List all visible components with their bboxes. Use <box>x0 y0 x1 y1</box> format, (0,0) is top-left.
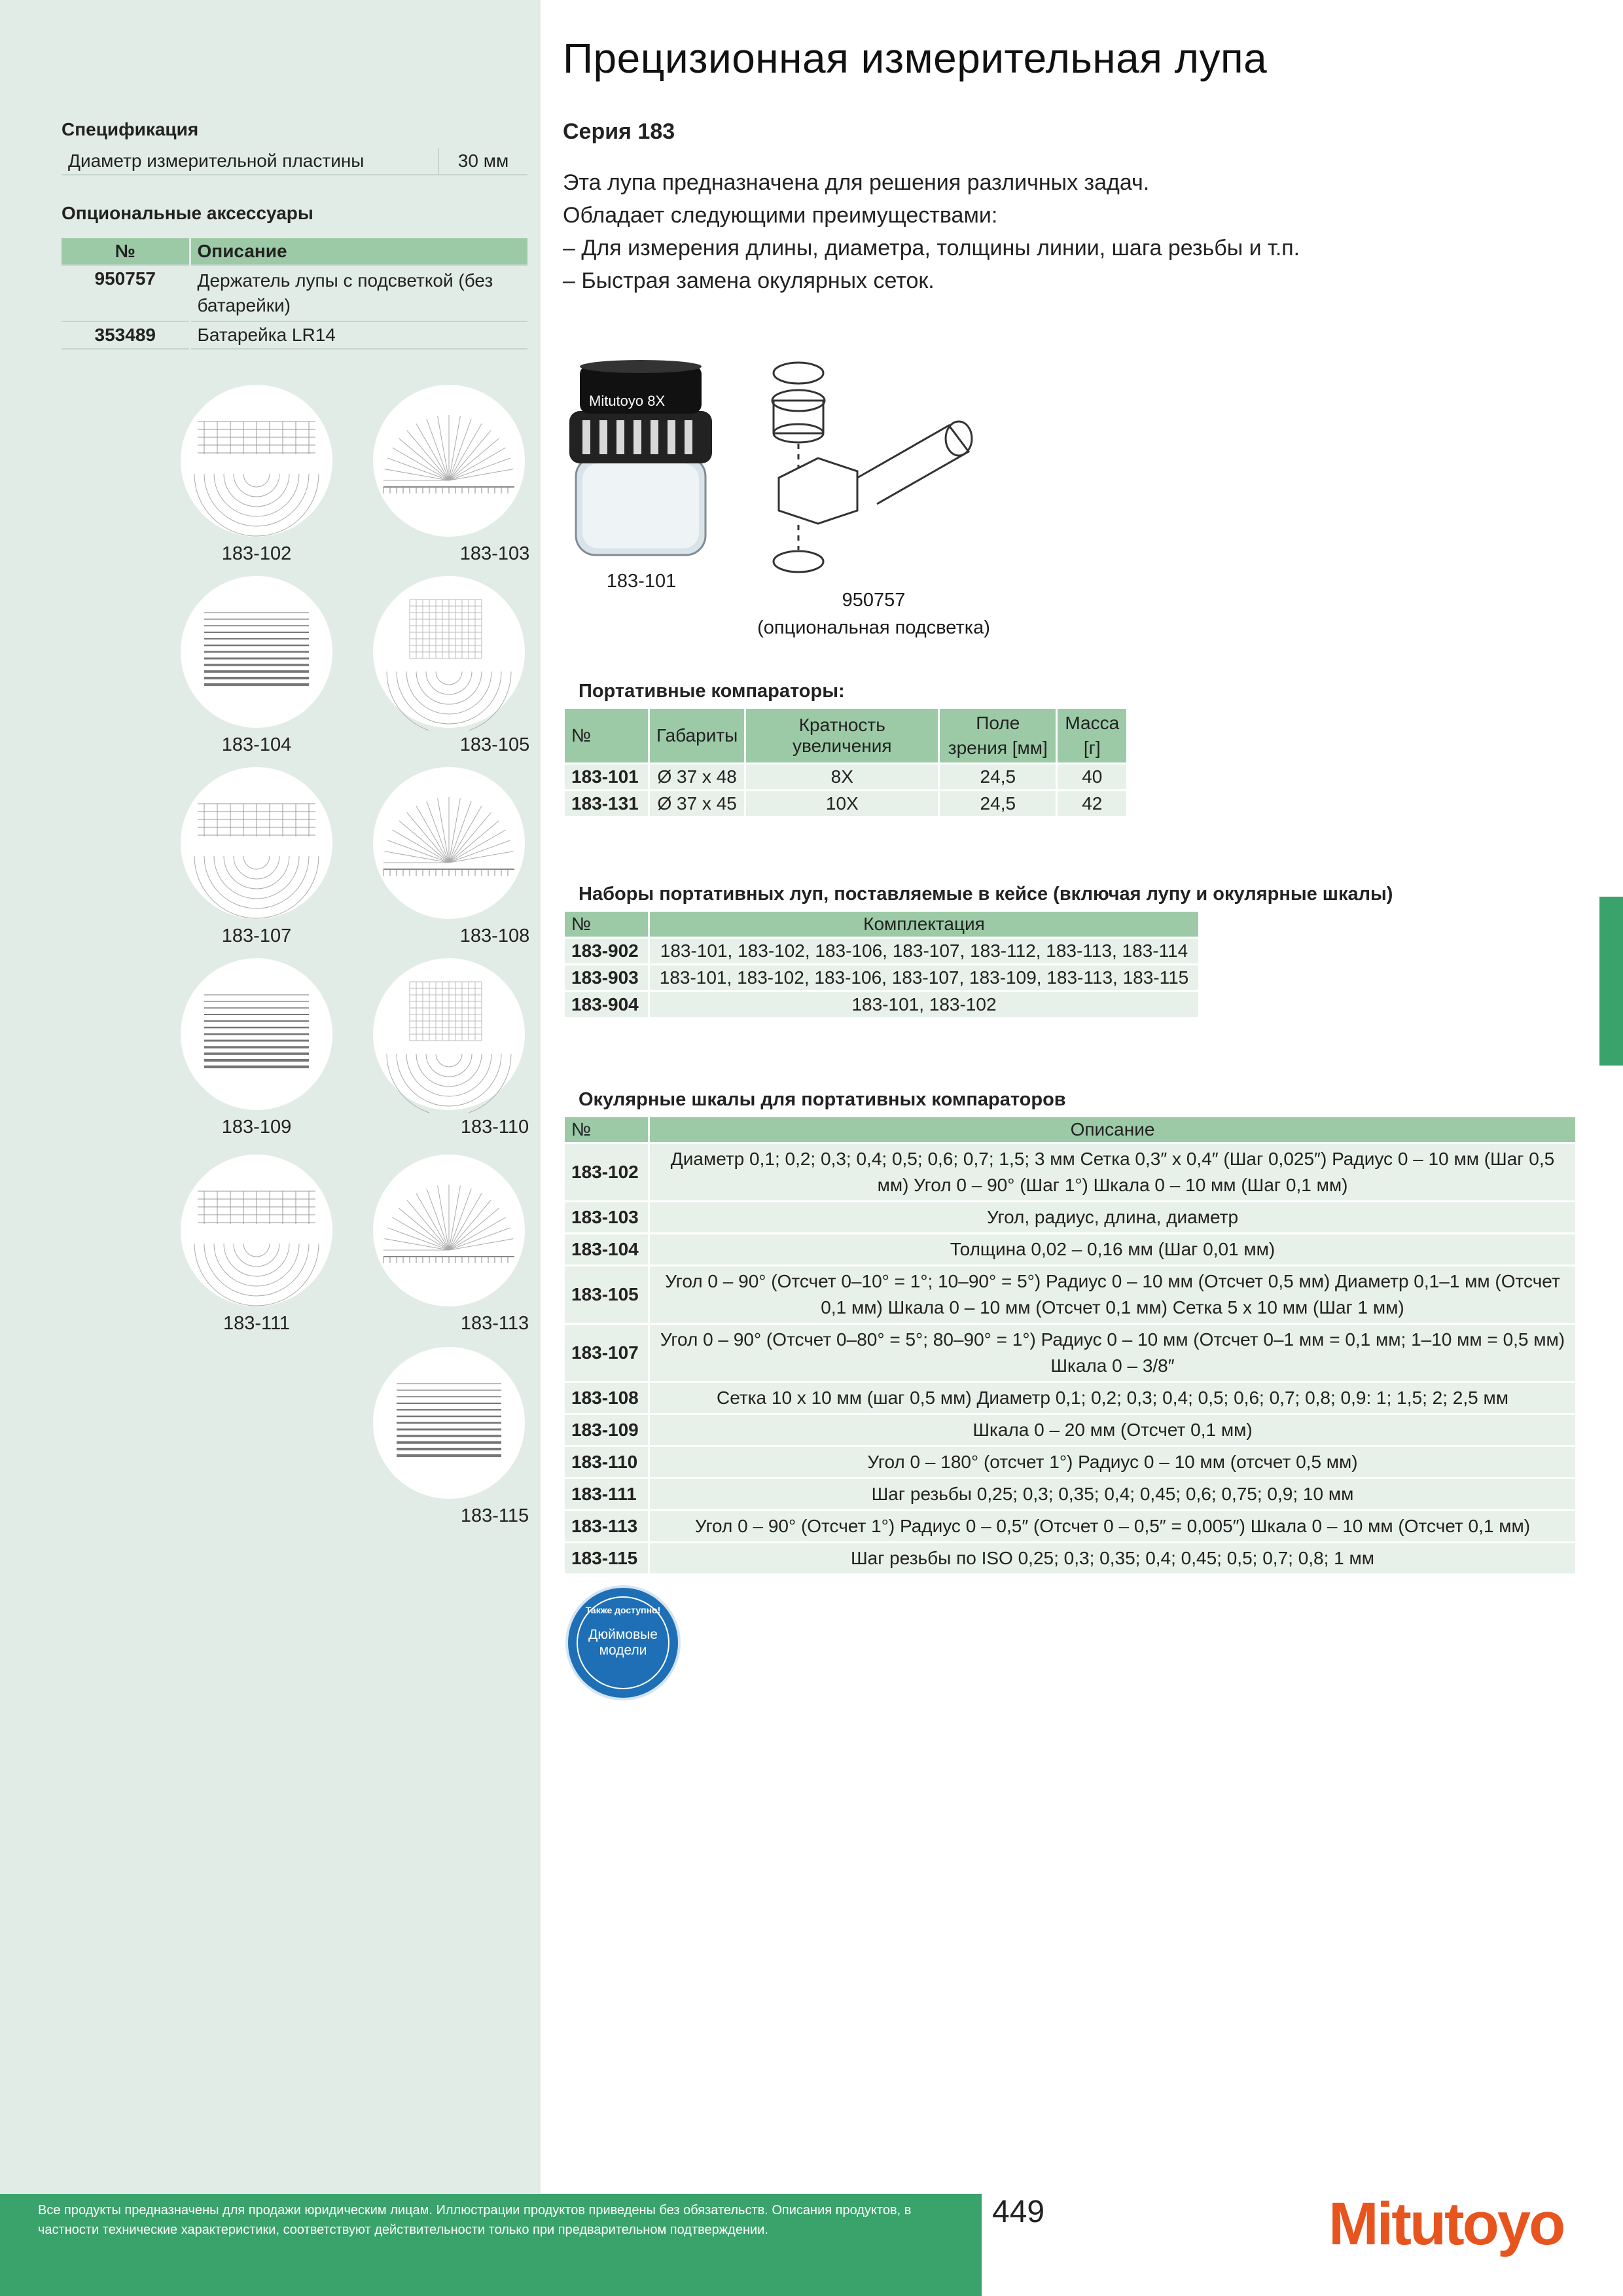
set-content: 183-101, 183-102, 183-106, 183-107, 183-109, 183-113, 183-115 <box>649 965 1200 992</box>
scales-heading: Окулярные шкалы для портативных компараторов <box>579 1089 1066 1110</box>
reticle-image <box>370 956 527 1113</box>
reticle-image <box>370 764 527 922</box>
light-text: (опциональная подсветка) <box>757 617 990 638</box>
reticle-caption: 183-108 <box>459 925 530 946</box>
intro-line: – Для измерения длины, диаметра, толщины линии, шага резьбы и т.п. <box>563 236 1300 260</box>
scale-description: Толщина 0,02 – 0,16 мм (Шаг 0,01 мм) <box>649 1234 1577 1266</box>
scale-description: Угол 0 – 90° (Отсчет 0–80° = 5°; 80–90° = 1°) Радиус 0 – 10 мм (Отсчет 0–1 мм = 0,1 мм; 1–10 мм = 0,5 мм) Шкала 0 – 3/8″ <box>649 1324 1577 1382</box>
item-mass: 42 <box>1057 791 1128 817</box>
column-header: Описание <box>649 1117 1577 1143</box>
item-code: 183-903 <box>564 965 649 992</box>
reticle-image <box>178 382 335 539</box>
table-row <box>564 1446 1577 1479</box>
item-code: 183-902 <box>564 938 649 965</box>
table-row <box>564 1324 1577 1382</box>
badge-text <box>564 1605 682 1659</box>
table-row <box>564 992 1200 1018</box>
reticle-caption: 183-110 <box>460 1117 529 1138</box>
item-code: 183-103 <box>564 1202 649 1234</box>
set-content: 183-101, 183-102 <box>649 992 1200 1018</box>
badge-line: Также доступно! <box>585 1605 661 1615</box>
badge-line: модели <box>599 1643 647 1658</box>
item-code: 183-904 <box>564 992 649 1018</box>
item-code: 183-113 <box>564 1511 649 1543</box>
table-header-row <box>564 1117 1577 1143</box>
comparators-heading: Портативные компараторы: <box>579 681 845 702</box>
reticle-image <box>370 573 527 730</box>
item-code: 183-105 <box>564 1266 649 1324</box>
item-desc: Батарейка LR14 <box>190 321 527 349</box>
options-table <box>62 238 527 350</box>
column-header: Габариты <box>649 708 745 764</box>
item-code: 183-131 <box>564 791 649 817</box>
section-tab <box>1599 897 1623 1066</box>
column-header: № <box>62 238 190 265</box>
table-row <box>62 265 527 321</box>
scale-description: Шкала 0 – 20 мм (Отсчет 0,1 мм) <box>649 1414 1577 1446</box>
series-label: Серия 183 <box>563 119 675 144</box>
column-header: Кратность увеличения <box>745 708 939 764</box>
magnifier-image <box>567 359 715 562</box>
item-code: 183-111 <box>564 1479 649 1511</box>
table-row <box>564 1479 1577 1511</box>
spec-label: Диаметр измерительной пластины <box>62 148 438 175</box>
reticle-caption: 183-103 <box>459 543 530 564</box>
table-row <box>564 938 1200 965</box>
intro-line: – Быстрая замена окулярных сеток. <box>563 268 935 293</box>
table-row <box>564 1511 1577 1543</box>
column-header: Описание <box>190 238 527 265</box>
scale-description: Угол 0 – 180° (отсчет 1°) Радиус 0 – 10 мм (отсчет 0,5 мм) <box>649 1446 1577 1479</box>
scale-description: Сетка 10 x 10 мм (шаг 0,5 мм) Диаметр 0,1; 0,2; 0,3; 0,4; 0,5; 0,6; 0,7; 0,8; 0,9: 1; 1,5; 2; 2,5 мм <box>649 1382 1577 1414</box>
reticle-image <box>178 956 335 1113</box>
table-header-row <box>62 238 527 265</box>
scale-description: Шаг резьбы по ISO 0,25; 0,3; 0,35; 0,4; 0,45; 0,5; 0,7; 0,8; 1 мм <box>649 1543 1577 1575</box>
item-code: 183-104 <box>564 1234 649 1266</box>
item-mass: 40 <box>1057 764 1128 791</box>
table-row <box>564 1143 1577 1202</box>
reticle-image <box>178 573 335 730</box>
light-caption <box>746 586 1001 641</box>
magnifier-caption: 183-101 <box>606 571 677 592</box>
column-header: Поле зрения [мм] <box>939 708 1057 764</box>
item-code: 353489 <box>62 321 190 349</box>
reticle-image <box>370 1152 527 1309</box>
table-row <box>564 965 1200 992</box>
sets-table <box>563 910 1200 1019</box>
table-row <box>564 1543 1577 1575</box>
reticle-caption: 183-107 <box>221 925 292 946</box>
item-code: 183-108 <box>564 1382 649 1414</box>
item-code: 183-107 <box>564 1324 649 1382</box>
options-heading: Опциональные аксессуары <box>62 203 313 223</box>
column-header: № <box>564 708 649 764</box>
scales-table <box>563 1115 1577 1575</box>
item-code: 183-115 <box>564 1543 649 1575</box>
item-code: 183-102 <box>564 1143 649 1202</box>
scale-description: Угол 0 – 90° (Отсчет 0–10° = 1°; 10–90° = 5°) Радиус 0 – 10 мм (Отсчет 0,5 мм) Диаметр 0,1–1 мм (Отсчет 0,1 мм) Шкала 0 – 10 мм (Отсчет 0,1 мм) Сетка 5 x 10 мм (Шаг 1 мм) <box>649 1266 1577 1324</box>
scale-description: Шаг резьбы 0,25; 0,3; 0,35; 0,4; 0,45; 0,6; 0,75; 0,9; 10 мм <box>649 1479 1577 1511</box>
table-row <box>564 1266 1577 1324</box>
item-code: 183-110 <box>564 1446 649 1479</box>
table-row <box>564 1234 1577 1266</box>
table-row <box>564 1382 1577 1414</box>
table-row <box>62 148 527 175</box>
intro-line: Эта лупа предназначена для решения различных задач. <box>563 170 1150 195</box>
item-code: 183-101 <box>564 764 649 791</box>
scale-description: Угол 0 – 90° (Отсчет 1°) Радиус 0 – 0,5″ (Отсчет 0 – 0,5″ = 0,005″) Шкала 0 – 10 мм (Отсчет 0,1 мм) <box>649 1511 1577 1543</box>
item-desc: Держатель лупы с подсветкой (без батарейки) <box>190 265 527 321</box>
reticle-image <box>370 382 527 539</box>
spec-table <box>62 148 527 175</box>
set-content: 183-101, 183-102, 183-106, 183-107, 183-112, 183-113, 183-114 <box>649 938 1200 965</box>
column-header: Масса [г] <box>1057 708 1128 764</box>
sets-heading: Наборы портативных луп, поставляемые в кейсе (включая лупу и окулярные шкалы) <box>579 884 1393 905</box>
item-field: 24,5 <box>939 791 1057 817</box>
column-header: Комплектация <box>649 911 1200 938</box>
table-header-row <box>564 911 1200 938</box>
light-code: 950757 <box>842 590 906 611</box>
item-code: 183-109 <box>564 1414 649 1446</box>
reticle-caption: 183-115 <box>460 1505 529 1526</box>
intro-text <box>563 166 1584 297</box>
table-row <box>62 321 527 349</box>
reticle-caption: 183-105 <box>459 734 530 755</box>
light-holder-image <box>759 353 995 583</box>
reticle-caption: 183-102 <box>221 543 292 564</box>
table-row <box>564 764 1128 791</box>
item-code: 950757 <box>62 265 190 321</box>
item-field: 24,5 <box>939 764 1057 791</box>
reticle-caption: 183-109 <box>221 1117 292 1138</box>
table-row <box>564 1414 1577 1446</box>
item-mag: 10X <box>745 791 939 817</box>
table-row <box>564 791 1128 817</box>
reticle-image <box>178 764 335 922</box>
intro-line: Обладает следующими преимуществами: <box>563 203 998 228</box>
spec-value: 30 мм <box>438 148 527 175</box>
reticle-caption: 183-113 <box>460 1313 529 1334</box>
scale-description: Угол, радиус, длина, диаметр <box>649 1202 1577 1234</box>
spec-heading: Спецификация <box>62 119 199 139</box>
table-header-row <box>564 708 1128 764</box>
item-size: Ø 37 x 48 <box>649 764 745 791</box>
brand-logo: Mitutoyo <box>1329 2191 1564 2257</box>
column-header: № <box>564 911 649 938</box>
badge-line: Дюймовые <box>588 1627 658 1642</box>
reticle-image <box>370 1344 527 1501</box>
comparators-table <box>563 707 1128 818</box>
item-size: Ø 37 x 45 <box>649 791 745 817</box>
reticle-caption: 183-104 <box>221 734 292 755</box>
page-title: Прецизионная измерительная лупа <box>563 35 1268 82</box>
column-header: № <box>564 1117 649 1143</box>
item-mag: 8X <box>745 764 939 791</box>
table-row <box>564 1202 1577 1234</box>
reticle-image <box>178 1152 335 1309</box>
footer-disclaimer: Все продукты предназначены для продажи юридическим лицам. Иллюстрации продуктов приведены без обязательств. Описания продуктов, в частности технические характеристики, соответствуют действительности только при предварительном подтверждении. <box>38 2203 912 2237</box>
reticle-caption: 183-111 <box>223 1313 291 1334</box>
page-number: 449 <box>992 2195 1045 2229</box>
scale-description: Диаметр 0,1; 0,2; 0,3; 0,4; 0,5; 0,6; 0,7; 1,5; 3 мм Сетка 0,3″ x 0,4″ (Шаг 0,025″) Радиус 0 – 10 мм (Шаг 0,5 мм) Угол 0 – 90° (Шаг 1°) Шкала 0 – 10 мм (Шаг 0,1 мм) <box>649 1143 1577 1202</box>
magnifier-label: Mitutoyo 8X <box>589 393 666 409</box>
